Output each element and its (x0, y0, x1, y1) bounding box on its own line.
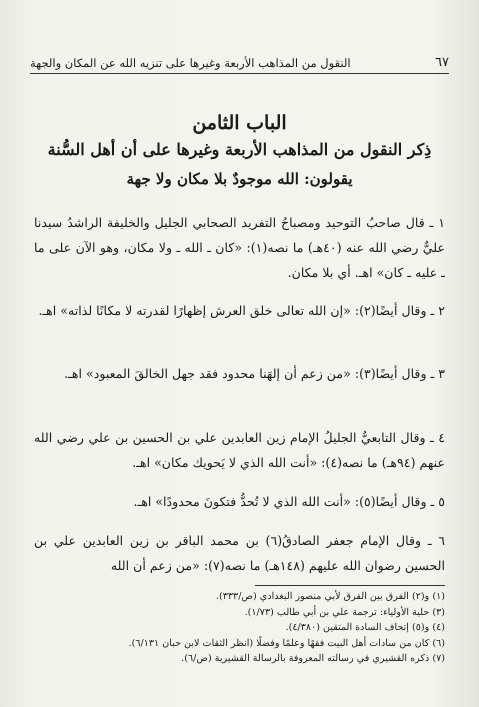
header-rule (30, 73, 449, 74)
chapter-subtitle: ذِكر النقول من المذاهب الأربعة وغيرها على أن أهل السُّنة (47, 140, 432, 159)
footnotes (34, 589, 445, 667)
paragraph: ١ ـ قال صاحبُ التوحيد ومصباحُ التفريد الصحابي الجليل والخليفة الراشدُ سيدنا عليٌّ رضي الله عنه (٤٠هـ) ما نصه(١): «كان ـ الله ـ ولا مكان، وهو الآن على ما ـ عليه ـ كان» اهـ. أي بلا مكان. (34, 215, 445, 280)
paragraph: ٣ ـ وقال أيضًا(٣): «من زعم أن إلهَنا محدود فقد جهل الخالقَ المعبود» اهـ. (64, 366, 445, 381)
footnote-rule (255, 585, 445, 586)
paragraph: ٢ ـ وقال أيضًا(٢): «إن الله تعالى خلق العرش إظهارًا لقدرته لا مكانًا لذاته» اهـ. (38, 303, 445, 318)
chapter-tagline: يقولون: الله موجودٌ بلا مكان ولا جهة (126, 170, 353, 188)
paragraph: ٤ ـ وقال التابعيُّ الجليلُ الإمام زين العابدين علي بن الحسين بن علي رضي الله عنهم (٩٤هـ) ما نصه(٤): «أنت الله الذي لا يَحويك مكان» اهـ. (34, 430, 445, 470)
footnote: (٣) حلية الأولياء: ترجمة علي بن أبي طالب (١/٧٣). (244, 606, 445, 618)
running-header (30, 52, 449, 70)
footnote: (١) و(٢) الفرق بين الفرق لأبي منصور البغدادي (ص/٣٣٣). (215, 591, 445, 602)
paragraph: ٥ ـ وقال أيضًا(٥): «أنت الله الذي لا تُحدُّ فتكونَ محدودًا» اهـ. (133, 494, 445, 509)
footnote: (٧) ذكره القشيري في رسالته المعروفة بالرسالة القشيرية (ص/٦). (181, 653, 445, 664)
page-number: ٦٧ (435, 55, 449, 70)
chapter-title: الباب الثامن (192, 112, 287, 134)
running-title: النقول من المذاهب الأربعة وغيرها على تنزيه الله عن المكان والجهة (30, 56, 351, 70)
footnote: (٤) و(٥) إتحاف السادة المتقين (٤/٣٨٠). (285, 622, 445, 633)
footnote: (٦) كان من سادات أهل البيت فقهًا وعلمًا وفضلًا (انظر الثقات لابن حبان ٦/١٣١). (128, 637, 445, 649)
paragraph: ٦ ـ وقال الإمام جعفر الصادقُ(٦) بن محمد الباقر بن زين العابدين علي بن الحسين رضوان الله عليهم (١٤٨هـ) ما نصه(٧): «من زعم أن الله (34, 533, 445, 573)
